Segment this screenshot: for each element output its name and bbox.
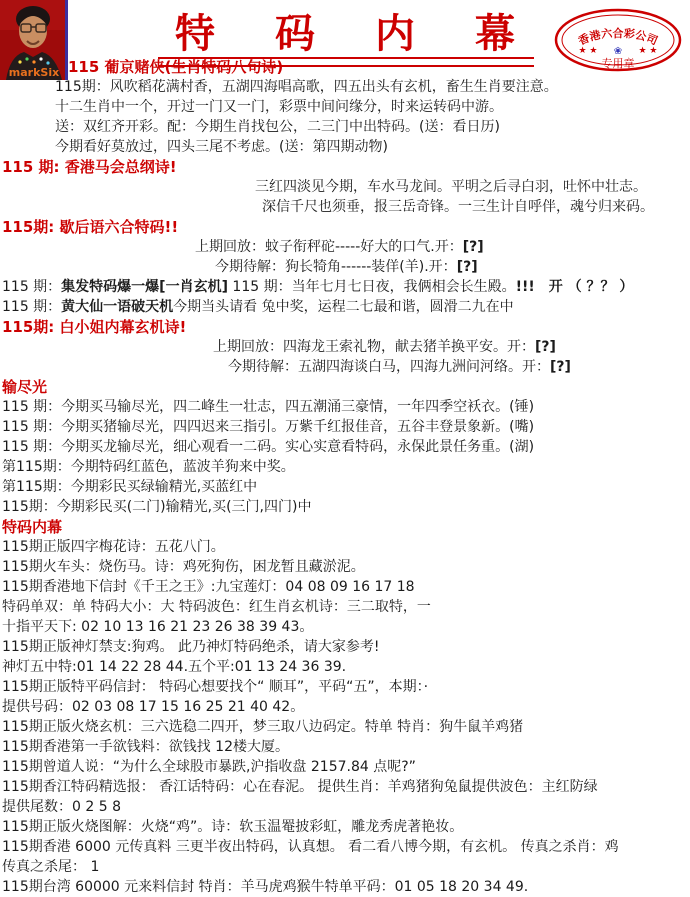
shujin-line-5: 第115期：今期彩民买绿输精光,买蓝红中 bbox=[2, 479, 258, 495]
xiehouyu-last-line bbox=[0, 237, 690, 257]
jifa-result: !!! 开 （ ？？ ） bbox=[515, 279, 634, 295]
huang-title: 黄大仙一语破天机 bbox=[61, 299, 174, 315]
baixiaojie-last-line bbox=[0, 337, 690, 357]
huochetou-line: 115期火车头：烧伤马。诗：鸡死狗伤，困龙暂且藏淤泥。 bbox=[2, 559, 365, 575]
jifa-prefix: 115 期： bbox=[2, 279, 62, 295]
tepingma-line: 115期正版特平码信封： 特码心想要找个“ 顺耳”，平码“五”，本期：· bbox=[2, 679, 429, 695]
jifa-line bbox=[0, 277, 690, 297]
huoshao-xuanji-line: 115期正版火烧玄机：三六选稳二四开，梦三取八边码定。特单 特肖：狗牛鼠羊鸡猪 bbox=[2, 719, 524, 735]
sheet-body bbox=[0, 57, 690, 897]
jifa-title: 集发特码爆一爆[一肖玄机] bbox=[61, 279, 228, 295]
shendeng-jin-line: 115期正版神灯禁支:狗鸡。 此乃神灯特码绝杀，请大家参考! bbox=[2, 639, 380, 655]
pujing-line-1: 115期：风吹稻花满村香，五湖四海唱高歌，四五出头有玄机，畜生生肖要注意。 bbox=[55, 79, 558, 95]
taiwan-line: 115期台湾 60000 元来料信封 特肖：羊马虎鸡猴牛特单平码：01 05 18 20 34 49. bbox=[2, 879, 529, 895]
bxj-last-text: 上期回放：四海龙王索礼物，献去猪羊换平安。开： bbox=[213, 339, 535, 355]
huang-verse: 今期当头请看 兔中奖，运程二七最和谐，圆滑二九在中 bbox=[173, 299, 514, 315]
section-xiehouyu-header: 115期: 歇后语六合特码!! bbox=[2, 218, 179, 236]
pujing-line-4: 今期看好莫放过，四头三尾不考虑。(送：第四期动物) bbox=[55, 139, 388, 155]
shujin-line-2: 115 期：今期买猪输尽光，四四迟来三指引。万紫千红报佳音，五谷丰登景象新。(嘴) bbox=[2, 419, 535, 435]
section-pujing-header: 115 葡京赌侠(生肖特码八句诗) bbox=[68, 58, 284, 76]
danshuang-line: 特码单双：单 特码大小：大 特码波色：红生肖玄机诗：三二取特，一 bbox=[2, 599, 431, 615]
huang-prefix: 115 期： bbox=[2, 299, 62, 315]
seal-arc-text: 香港六合彩公司 bbox=[576, 26, 660, 48]
page-title: 特码内幕 bbox=[175, 11, 575, 57]
shujin-line-6: 115期：今期彩民买(二门)输精光,买(三门,四门)中 bbox=[2, 499, 312, 515]
section-baixiaojie-header: 115期: 白小姐内幕玄机诗! bbox=[2, 318, 187, 336]
shujin-line-4: 第115期：今期特码红蓝色，蓝波羊狗来中奖。 bbox=[2, 459, 295, 475]
dixia-xinfeng-line: 115期香港地下信封《千王之王》:九宝莲灯：04 08 09 16 17 18 bbox=[2, 579, 415, 595]
zengdaoren-line: 115期曾道人说：“为什么全球股市暴跌,沪指收盘 2157.84 点呢?” bbox=[2, 759, 416, 775]
bxj-last-result: [?] bbox=[535, 339, 556, 355]
svg-text:香港六合彩公司 bbox=[576, 26, 660, 48]
chuanzhen-line: 115期香港 6000 元传真料 三更半夜出特码，认真想。 看二看八博今期，有玄机。 传真之杀肖：鸡 bbox=[2, 839, 619, 855]
zongwang-line-1: 三红四淡见今期，车水马龙间。平明之后寻白羽，吐怀中壮志。 bbox=[255, 179, 647, 195]
bxj-now-result: [?] bbox=[550, 359, 571, 375]
bxj-now-text: 今期待解：五湖四海谈白马，四海九洲问河络。开： bbox=[228, 359, 550, 375]
pujing-line-2: 十二生肖中一个，开过一门又一门，彩票中间问缘分，时来运转码中游。 bbox=[55, 99, 503, 115]
xiehouyu-now-line bbox=[0, 257, 690, 277]
weishu-line: 提供尾数：0 2 5 8 bbox=[2, 799, 121, 815]
shizhi-line: 十指平天下: 02 10 13 16 21 23 26 38 39 43。 bbox=[2, 619, 314, 635]
meihua-line: 115期正版四字梅花诗：五花八门。 bbox=[2, 539, 225, 555]
xiangjiang-line: 115期香江特码精选报： 香江话特码：心在春泥。 提供生肖：羊鸡猪狗兔鼠提供波色：主红防绿 bbox=[2, 779, 598, 795]
zongwang-line-2: 深信千尺也须垂，报三岳奇锋。一三生计自呼伴，魂兮归来码。 bbox=[262, 199, 654, 215]
xiehouyu-last-result: [?] bbox=[462, 239, 484, 255]
shendeng-wu-line: 神灯五中特:01 14 22 28 44.五个平:01 13 24 36 39. bbox=[2, 659, 347, 675]
huoshao-tujie-line: 115期正版火烧图解：火烧“鸡”。诗：软玉温罨披彩虹，雕龙秀虎著艳妆。 bbox=[2, 819, 464, 835]
seal-stars-right: ★ ★ bbox=[638, 46, 658, 56]
photo-caption: markSix bbox=[8, 66, 60, 79]
shujin-line-3: 115 期：今期买龙输尽光，细心观看一二码。实心实意看特码，永保此景任务重。(湖) bbox=[2, 439, 535, 455]
yuqian-line: 115期香港第一手欲钱料：欲钱找 12楼大厦。 bbox=[2, 739, 289, 755]
seal-stars-left: ★ ★ bbox=[578, 46, 598, 56]
pujing-line-3: 送：双红齐开彩。配：今期生肖找包公，二三门中出特码。(送：看日历) bbox=[55, 119, 500, 135]
section-zongwang-header: 115 期: 香港马会总纲诗! bbox=[2, 158, 177, 176]
xiehouyu-last-text: 上期回放：蚊子衔秤砣-----好大的口气.开： bbox=[195, 239, 463, 255]
section-shujinguang-header: 输尽光 bbox=[2, 378, 48, 396]
baixiaojie-now-line bbox=[0, 357, 690, 377]
haoma-line: 提供号码：02 03 08 17 15 16 25 21 40 42。 bbox=[2, 699, 305, 715]
seal-flower-icon: ❀ bbox=[613, 46, 623, 57]
shujin-line-1: 115 期：今期买马输尽光，四二峰生一壮志，四五潮涌三豪情，一年四季空袄衣。(锤) bbox=[2, 399, 535, 415]
xiehouyu-now-text: 今期待解：狗长犄角------装佯(羊).开： bbox=[215, 259, 457, 275]
jifa-verse: 115 期：当年七月七日夜，我俩相会长生殿。 bbox=[227, 279, 516, 295]
seal-bottom-text: 专用章 bbox=[601, 57, 635, 70]
chuanzhen-wei-line: 传真之杀尾： 1 bbox=[2, 859, 100, 875]
section-neimu-header: 特码内幕 bbox=[2, 518, 63, 536]
huangdaxian-line bbox=[0, 297, 690, 317]
xiehouyu-now-result: [?] bbox=[456, 259, 478, 275]
